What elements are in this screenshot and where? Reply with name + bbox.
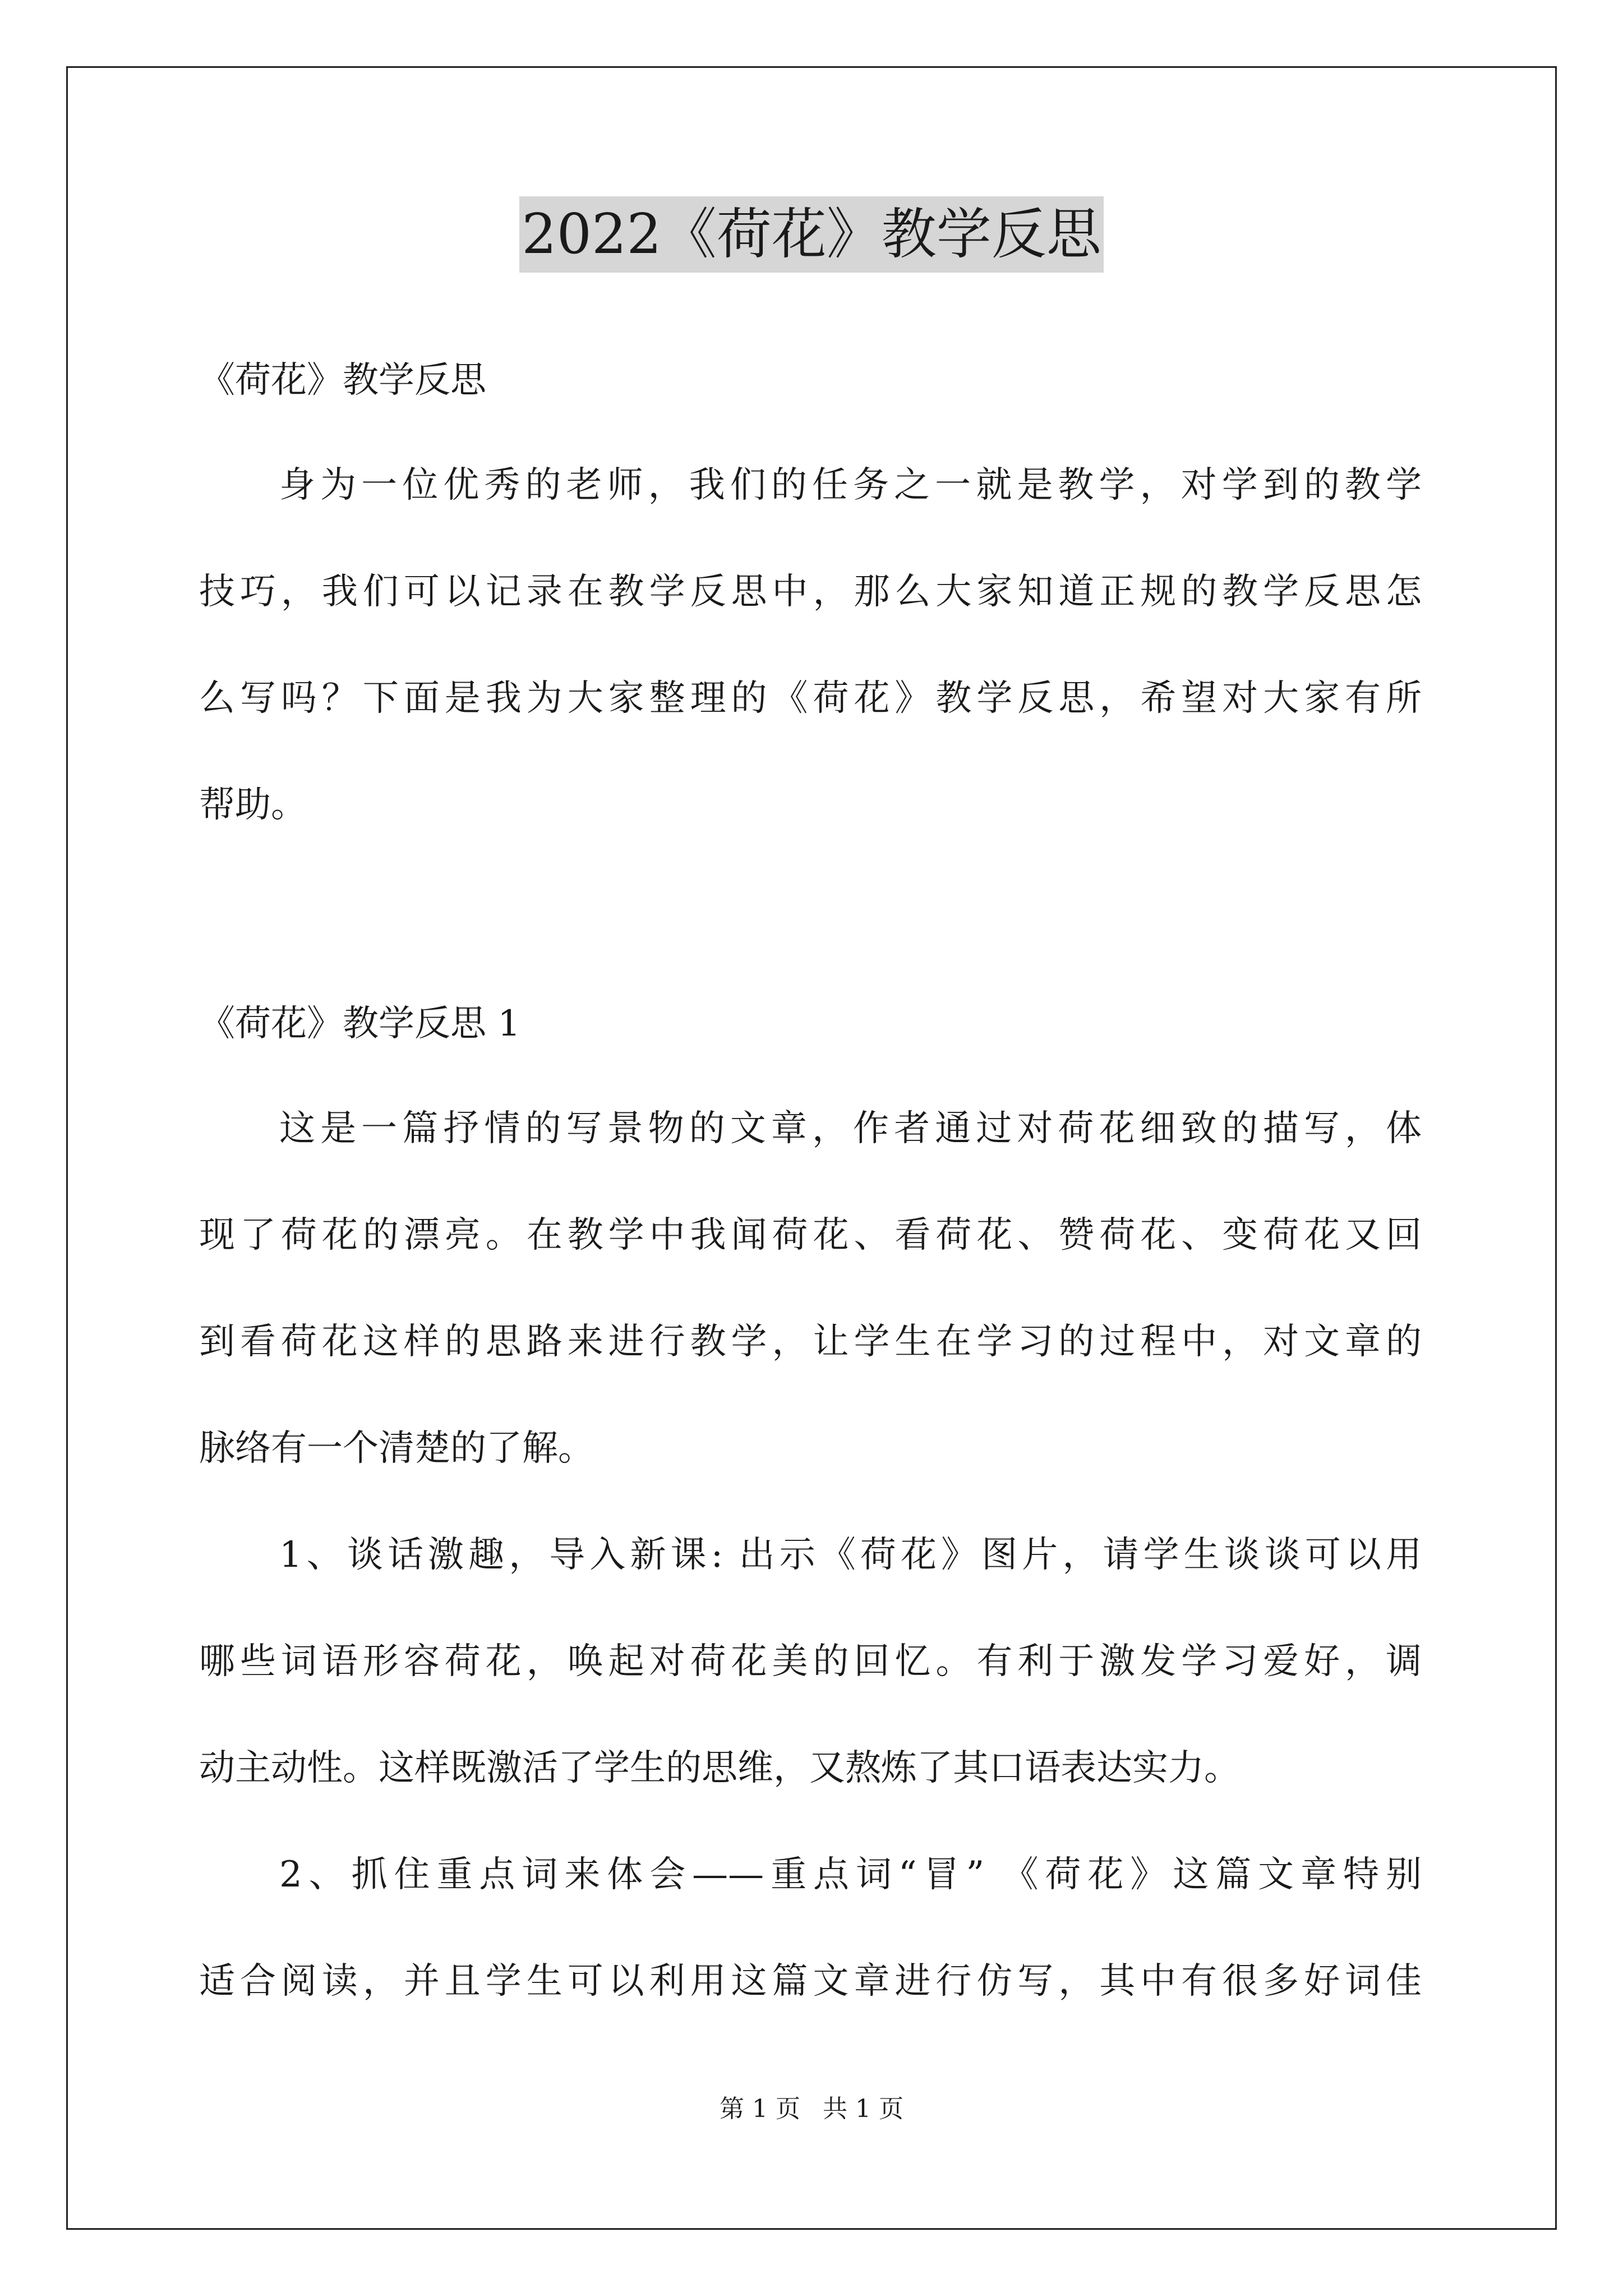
section-heading: 《荷花》教学反思 1	[199, 1003, 521, 1045]
paragraph-line: 适合阅读，并且学生可以利用这篇文章进行仿写，其中有很多好词佳	[199, 1961, 1422, 2002]
paragraph-line: 么写吗？下面是我为大家整理的《荷花》教学反思，希望对大家有所	[199, 678, 1422, 719]
paragraph-line: 身为一位优秀的老师，我们的任务之一就是教学，对学到的教学	[279, 464, 1422, 506]
document-title: 2022《荷花》教学反思	[519, 196, 1103, 273]
page-number: 第 1 页	[720, 2095, 800, 2123]
paragraph-line: 动主动性。这样既激活了学生的思维，又熬炼了其口语表达实力。	[199, 1747, 1240, 1789]
paragraph-line: 哪些词语形容荷花，唤起对荷花美的回忆。有利于激发学习爱好，调	[199, 1641, 1422, 1682]
paragraph-line: 帮助。	[199, 784, 307, 826]
intro-heading: 《荷花》教学反思	[199, 360, 486, 401]
page-total: 共 1 页	[823, 2095, 903, 2123]
title-container	[0, 196, 1623, 273]
paragraph-line: 这是一篇抒情的写景物的文章，作者通过对荷花细致的描写，体	[279, 1108, 1422, 1149]
paragraph-line: 技巧，我们可以记录在教学反思中，那么大家知道正规的教学反思怎	[199, 571, 1422, 613]
paragraph-line: 脉络有一个清楚的了解。	[199, 1428, 594, 1469]
paragraph-line: 2、抓住重点词来体会——重点词“冒” 《荷花》这篇文章特别	[279, 1854, 1422, 1895]
paragraph-line: 1、谈话激趣，导入新课: 出示《荷花》图片，请学生谈谈可以用	[279, 1534, 1422, 1576]
paragraph-line: 现了荷花的漂亮。在教学中我闻荷花、看荷花、赞荷花、变荷花又回	[199, 1214, 1422, 1256]
page-footer	[0, 2092, 1623, 2126]
paragraph-line: 到看荷花这样的思路来进行教学，让学生在学习的过程中，对文章的	[199, 1321, 1422, 1363]
